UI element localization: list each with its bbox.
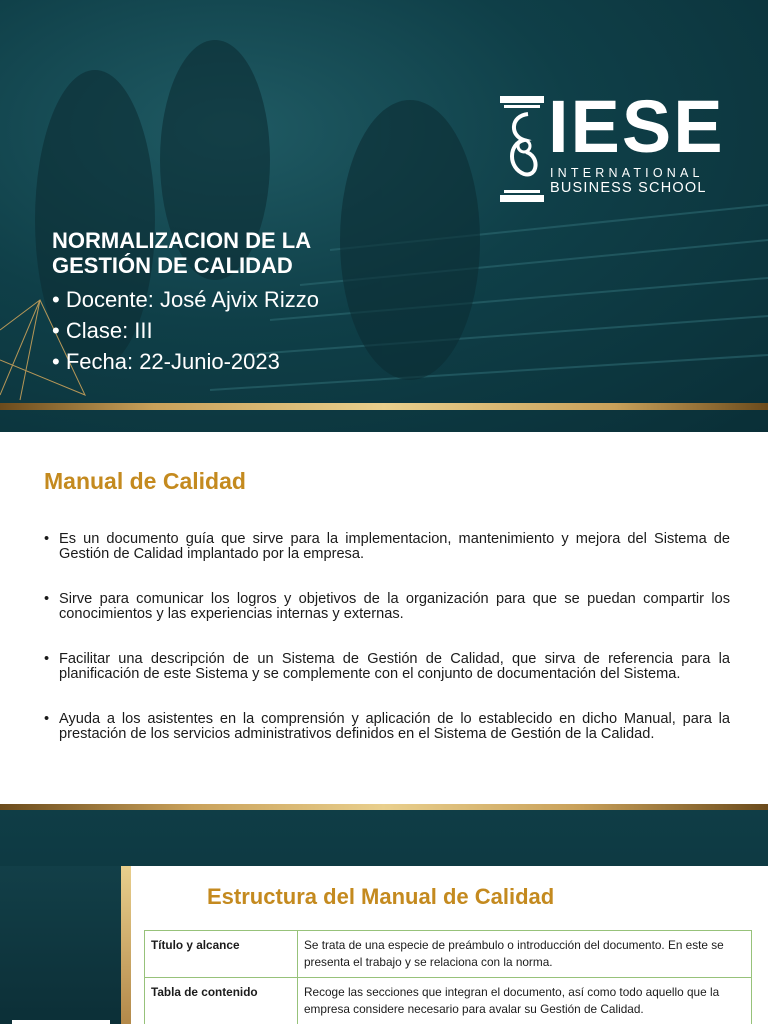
- iese-logo: [498, 85, 725, 206]
- logo-wordmark: IESE: [548, 85, 725, 168]
- gold-vertical-bar: [121, 866, 131, 1024]
- content-panel: [131, 866, 768, 1024]
- row-key: Tabla de contenido: [145, 978, 298, 1024]
- logo-subtitle-business-school: BUSINESS SCHOOL: [550, 180, 707, 196]
- section-title: Manual de Calidad: [44, 468, 246, 494]
- section-title: Estructura del Manual de Calidad: [207, 884, 555, 909]
- list-item: • Facilitar una descripción de un Sistema de Gestión de Calidad, que sirva de referencia para la planificación de este Sistema y se complemente con el conjunto de documentación del Sistema.: [44, 652, 730, 682]
- manual-slide: [0, 432, 768, 804]
- list-item: • Sirve para comunicar los logros y objetivos de la organización para que se puedan compartir los conocimientos y las experiencias internas y externas.: [44, 592, 730, 622]
- teacher-item: • Docente: José Ajvix Rizzo: [52, 284, 319, 315]
- list-item: • Es un documento guía que sirve para la implementacion, mantenimiento y mejora del Sistema de Gestión de Calidad implantado por la empresa.: [44, 532, 730, 562]
- table-row: [145, 978, 752, 1024]
- row-key: Título y alcance: [145, 931, 298, 978]
- iese-emblem-icon: [498, 96, 546, 202]
- row-value: Se trata de una especie de preámbulo o introducción del documento. En este se presenta el trabajo y se relaciona con la norma.: [298, 931, 752, 978]
- row-value: Recoge las secciones que integran el documento, así como todo aquello que la empresa considere necesario para avalar su Gestión de Calidad.: [298, 978, 752, 1024]
- slide-info-list: [52, 284, 319, 377]
- logo-subtitle-international: INTERNATIONAL: [550, 166, 704, 180]
- class-item: • Clase: III: [52, 315, 319, 346]
- date-item: • Fecha: 22-Junio-2023: [52, 346, 319, 377]
- title-slide: [0, 0, 768, 432]
- table-row: [145, 931, 752, 978]
- slide-title: NORMALIZACION DE LA GESTIÓN DE CALIDAD: [52, 228, 311, 278]
- decorative-strip: [12, 1020, 110, 1024]
- structure-table: [144, 930, 752, 1024]
- bullet-list: [44, 532, 730, 772]
- structure-slide: [0, 810, 768, 1024]
- decorative-panel: [0, 866, 121, 1024]
- list-item: • Ayuda a los asistentes en la comprensión y aplicación de lo establecido en dicho Manual, para la prestación de los servicios administrativos definidos en el Sistema de Gestión de la Calidad.: [44, 712, 730, 742]
- gold-divider: [0, 403, 768, 410]
